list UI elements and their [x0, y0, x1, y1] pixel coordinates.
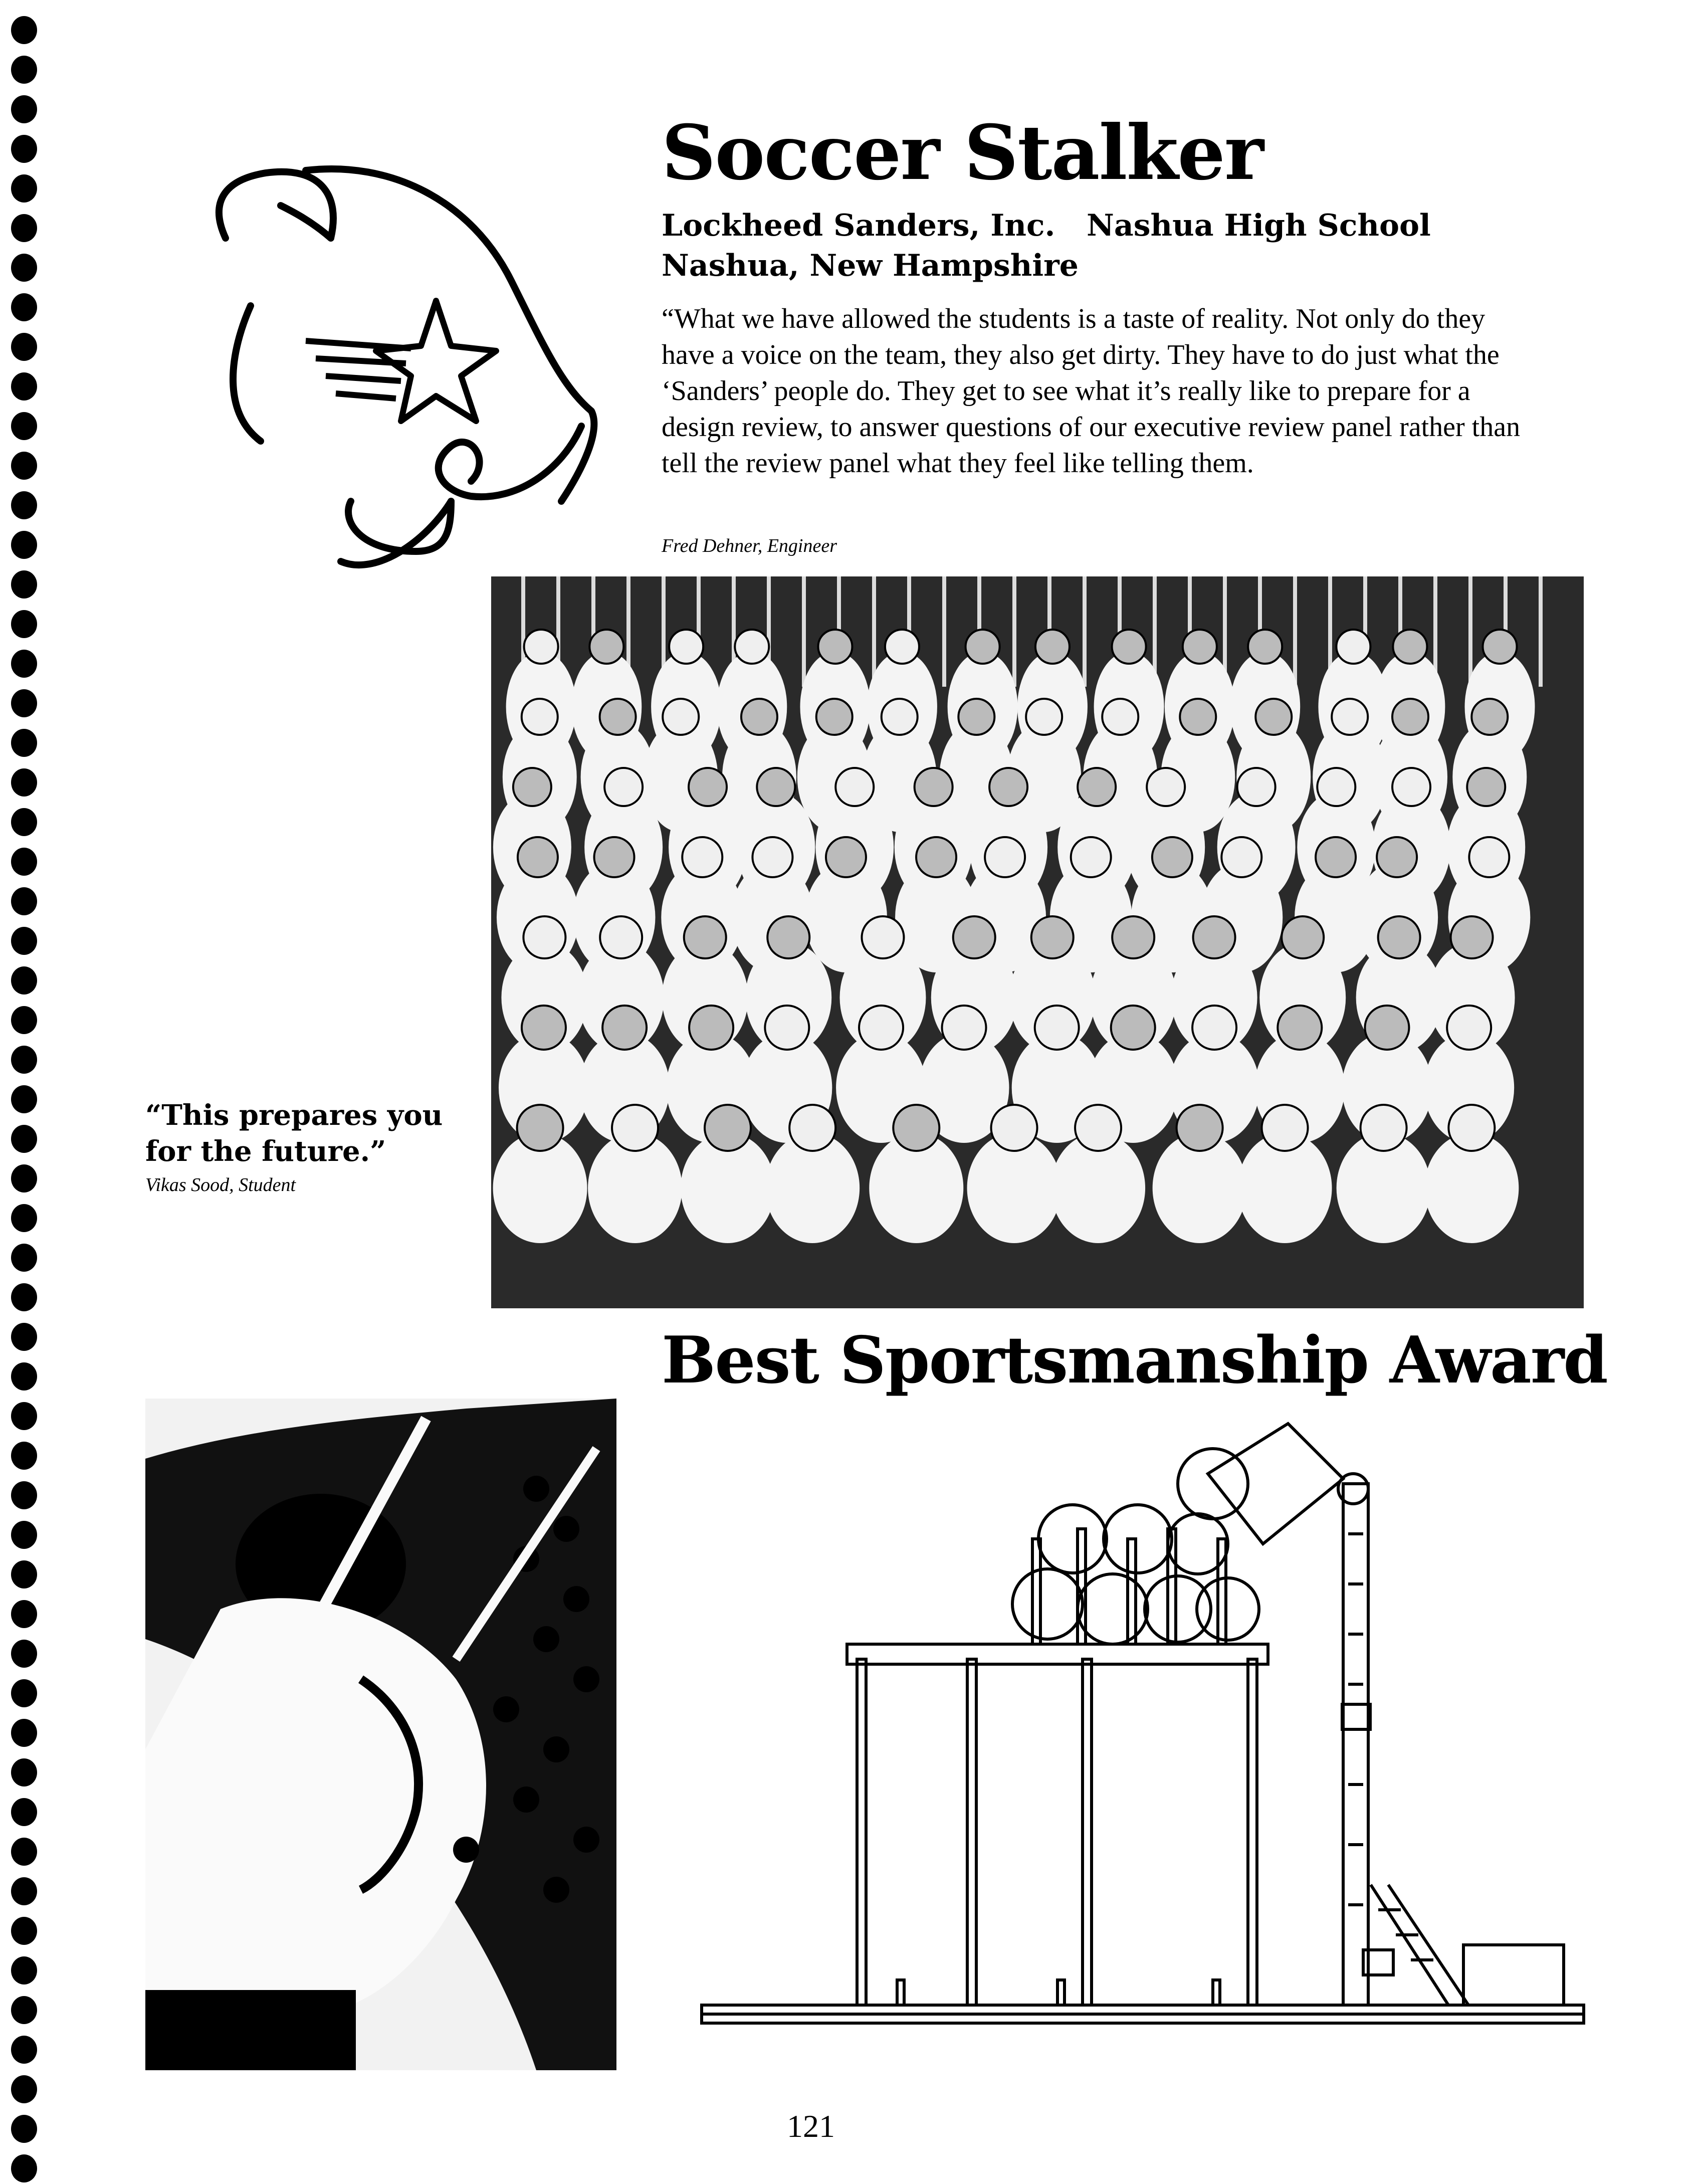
- binding-hole: [11, 56, 37, 84]
- person-head: [1262, 1105, 1308, 1151]
- pull-quote-line1: “This prepares you: [145, 1099, 443, 1132]
- person-head: [602, 1006, 647, 1050]
- binding-hole: [11, 1046, 37, 1074]
- person-head: [1471, 699, 1508, 735]
- student-working-photo: [145, 1399, 616, 2070]
- person-head: [524, 630, 558, 664]
- binding-hole: [11, 689, 37, 717]
- person-head: [1316, 837, 1356, 877]
- person-head: [1237, 768, 1276, 806]
- binding-hole: [11, 372, 37, 401]
- binding-hole: [11, 768, 37, 797]
- binding-hole: [11, 1362, 37, 1391]
- binding-hole: [11, 1560, 37, 1589]
- binding-hole: [11, 1164, 37, 1193]
- person-head: [1365, 1006, 1409, 1050]
- person-head: [826, 837, 866, 877]
- binding-hole: [11, 610, 37, 638]
- person-head: [522, 1006, 566, 1050]
- binding-hole: [11, 808, 37, 836]
- team-group-photo: [491, 576, 1584, 1308]
- binding-hole: [11, 1877, 37, 1905]
- binding-hole: [11, 135, 37, 163]
- person-head: [1221, 837, 1261, 877]
- binding-hole: [11, 1917, 37, 1945]
- person-head: [1035, 1006, 1079, 1050]
- person-head: [765, 1006, 809, 1050]
- binding-hole: [11, 1442, 37, 1470]
- person-head: [604, 768, 643, 806]
- binding-hole: [11, 1204, 37, 1232]
- person-head: [684, 916, 726, 958]
- binding-hole: [11, 1125, 37, 1153]
- person-head: [1078, 768, 1116, 806]
- person-head: [517, 1105, 563, 1151]
- person-head: [741, 699, 777, 735]
- person-head: [1111, 1006, 1155, 1050]
- binding-hole: [11, 1758, 37, 1786]
- person-head: [1278, 1006, 1322, 1050]
- binding-hole: [11, 16, 37, 44]
- spiral-binding: [0, 0, 45, 2184]
- pull-quote-line2: for the future.”: [145, 1135, 386, 1168]
- person-head: [816, 699, 853, 735]
- binding-hole: [11, 254, 37, 282]
- person-head: [513, 768, 551, 806]
- person-head: [862, 916, 904, 958]
- binding-hole: [11, 2154, 37, 2182]
- binding-hole: [11, 452, 37, 480]
- binding-hole: [11, 1402, 37, 1430]
- location-line: Nashua, New Hampshire: [662, 248, 1079, 283]
- person-head: [893, 1105, 939, 1151]
- engineer-quote-credit: Fred Dehner, Engineer: [662, 535, 837, 556]
- person-head: [1392, 768, 1430, 806]
- work-photo-shapes: [145, 1399, 616, 2070]
- person-head: [1193, 916, 1235, 958]
- person-head: [1026, 699, 1062, 735]
- team-photo-figures: [491, 576, 1584, 1308]
- person-head: [663, 699, 699, 735]
- person-head: [1112, 916, 1154, 958]
- person-head: [1469, 837, 1509, 877]
- binding-hole: [11, 491, 37, 519]
- binding-hole: [11, 650, 37, 678]
- person-head: [523, 916, 565, 958]
- person-head: [689, 1006, 733, 1050]
- binding-hole: [11, 927, 37, 955]
- binding-hole: [11, 1283, 37, 1311]
- binding-hole: [11, 1640, 37, 1668]
- binding-hole: [11, 1798, 37, 1826]
- person-head: [735, 630, 769, 664]
- person-head: [518, 837, 558, 877]
- award-title: Best Sportsmanship Award: [662, 1323, 1607, 1398]
- person-head: [1317, 768, 1355, 806]
- person-head: [1451, 916, 1493, 958]
- person-head: [1180, 699, 1216, 735]
- binding-hole: [11, 570, 37, 599]
- person-head: [1282, 916, 1324, 958]
- sponsor-line: Lockheed Sanders, Inc. Nashua High School: [662, 208, 1431, 243]
- person-head: [835, 768, 874, 806]
- binding-hole: [11, 1323, 37, 1351]
- person-head: [789, 1105, 835, 1151]
- binding-hole: [11, 412, 37, 440]
- person-head: [1448, 1105, 1495, 1151]
- binding-hole: [11, 1085, 37, 1113]
- binding-hole: [11, 1679, 37, 1707]
- person-head: [669, 630, 703, 664]
- binding-hole: [11, 1521, 37, 1549]
- person-head: [1378, 916, 1420, 958]
- person-head: [916, 837, 956, 877]
- binding-hole: [11, 1956, 37, 1984]
- person-head: [600, 699, 636, 735]
- person-head: [1467, 768, 1505, 806]
- person-head: [1192, 1006, 1236, 1050]
- person-head: [953, 916, 995, 958]
- person-head: [522, 699, 558, 735]
- person-head: [1255, 699, 1292, 735]
- person-head: [589, 630, 623, 664]
- panther-head-star-logo-icon: [190, 150, 626, 591]
- person-head: [705, 1105, 751, 1151]
- person-head: [818, 630, 852, 664]
- person-head: [1031, 916, 1074, 958]
- person-head: [1248, 630, 1282, 664]
- binding-hole: [11, 729, 37, 757]
- person-head: [689, 768, 727, 806]
- person-head: [1147, 768, 1185, 806]
- binding-hole: [11, 1006, 37, 1034]
- person-head: [1075, 1105, 1121, 1151]
- binding-hole: [11, 2036, 37, 2064]
- person-head: [1035, 630, 1070, 664]
- person-head: [1336, 630, 1370, 664]
- binding-hole: [11, 2115, 37, 2143]
- person-head: [1177, 1105, 1223, 1151]
- binding-hole: [11, 214, 37, 242]
- binding-hole: [11, 1719, 37, 1747]
- person-head: [767, 916, 809, 958]
- person-head: [594, 837, 634, 877]
- binding-hole: [11, 1244, 37, 1272]
- person-head: [1393, 630, 1427, 664]
- person-head: [1112, 630, 1146, 664]
- person-head: [991, 1105, 1037, 1151]
- person-head: [989, 768, 1027, 806]
- person-head: [1392, 699, 1428, 735]
- binding-hole: [11, 333, 37, 361]
- robot-line-drawing: [697, 1404, 1589, 2065]
- person-head: [752, 837, 792, 877]
- person-head: [1447, 1006, 1491, 1050]
- binding-hole: [11, 293, 37, 321]
- binding-hole: [11, 848, 37, 876]
- person-head: [682, 837, 722, 877]
- person-head: [1183, 630, 1217, 664]
- person-head: [1483, 630, 1517, 664]
- person-head: [600, 916, 642, 958]
- binding-hole: [11, 1481, 37, 1509]
- person-head: [859, 1006, 903, 1050]
- binding-hole: [11, 1838, 37, 1866]
- binding-hole: [11, 887, 37, 915]
- person-head: [882, 699, 918, 735]
- person-head: [966, 630, 1000, 664]
- article-title: Soccer Stalker: [662, 109, 1263, 197]
- person-head: [1152, 837, 1192, 877]
- binding-hole: [11, 174, 37, 203]
- person-head: [757, 768, 795, 806]
- binding-hole: [11, 1600, 37, 1628]
- person-head: [612, 1105, 658, 1151]
- person-head: [1377, 837, 1417, 877]
- binding-hole: [11, 1996, 37, 2024]
- binding-hole: [11, 966, 37, 995]
- binding-hole: [11, 2075, 37, 2103]
- binding-hole: [11, 531, 37, 559]
- person-head: [885, 630, 919, 664]
- binding-hole: [11, 95, 37, 123]
- page-number: 121: [787, 2108, 835, 2144]
- person-head: [958, 699, 994, 735]
- person-head: [1332, 699, 1368, 735]
- person-head: [1361, 1105, 1407, 1151]
- pull-quote-credit: Vikas Sood, Student: [145, 1174, 296, 1196]
- person-head: [915, 768, 953, 806]
- person-head: [985, 837, 1025, 877]
- person-head: [1102, 699, 1138, 735]
- person-head: [942, 1006, 986, 1050]
- person-head: [1071, 837, 1111, 877]
- engineer-quote: “What we have allowed the students is a taste of reality. Not only do they have a voice on the team, they also get dirty. They have to do just what the ‘Sanders’ people do. They get to see what it’s really like to prepare for a design review, to answer questions of our executive review panel rather than tell the review panel what they feel like telling them.: [662, 303, 1521, 479]
